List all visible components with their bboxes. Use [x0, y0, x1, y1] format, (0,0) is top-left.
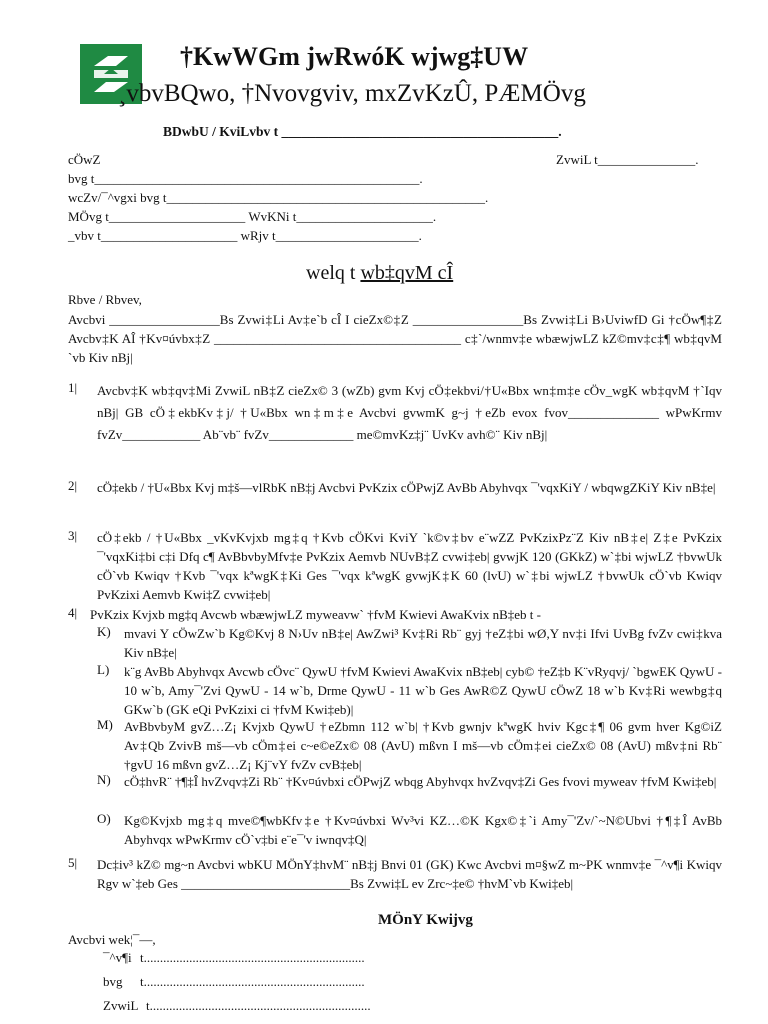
thana-district-field: _vbv t_____________________ wRjv t______________________. — [68, 228, 422, 243]
subject-title: wb‡qvM cÎ — [360, 262, 454, 284]
subclause-label: N) — [97, 772, 111, 787]
date-line: t.................................................................... — [146, 998, 371, 1013]
salutation: Rbve / Rbvev, — [68, 292, 142, 307]
clause-number: 5| — [68, 855, 78, 870]
guardian-name-field: wcZv/¯^vgxi bvg t_________________________________________________. — [68, 190, 489, 205]
village-post-field: MÖvg t_____________________ WvKNi t_____________________. — [68, 209, 437, 224]
subclause-text: cÖ‡hvR¨ †¶‡Î hvZvqv‡Zi Rb¨ †Kv¤úvbxi cÖPwjZ wbqg Abyhvqx hvZvqv‡Zi Ges fvovi myweav †fvM Kwi‡eb| — [124, 774, 717, 789]
clause-text: cÖ‡ekb / †U«Bbx _vKvKvjxb mg‡q †Kvb cÖKvi KviY `k©v‡bv e¨wZZ PvKzixPz¨Z Kiv nB‡e| Z‡e PvKzix ¯'vqxKi‡bi c‡i Dfq c¶ AvBbvbyMfv‡e PvKzix Aemvb NUvB‡Z cvwi‡eb| gvwjK 120 (GKkZ) w`‡bi wjwLZ †bvwUk cÖ`vb Kwiqv †Kvb ¯'vqx kªwgK‡Ki Ges ¯'vqx kªwgK gvwjK‡K 60 (lvU) w`‡bi wjwLZ †bvwUk cÖ`vb Kwiqv PvKzixi Aemvb Kwi‡Z cvwi‡eb| — [97, 530, 722, 602]
acceptance-heading: MÖnY Kwijvg — [378, 912, 473, 928]
intro-paragraph: Avcbvi _________________Bs Zvwi‡Li Av‡e`b cÎ I cieZx©‡Z _________________Bs Zvwi‡Li B›UviwfD Gi †cÖw¶‡Z Avcbv‡K AÎ †Kv¤úvbx‡Z ______________________________________ c‡`/wnmv‡e wbæwjwLZ kZ©mv‡c‡¶ wb‡qvM `vb Kiv nBj| — [68, 312, 722, 365]
clause-text: cÖ‡ekb / †U«Bbx Kvj m‡š—vlRbK nB‡j Avcbvi PvKzix cÖPwjZ AvBb Abyhvqx ¯'vqxKiY / wbqwgZKiY Kiv nB‡e| — [97, 480, 716, 495]
clause-text: PvKzix Kvjxb mg‡q Avcwb wbæwjwLZ myweavw` †fvM Kwievi AwaKvix nB‡eb t - — [90, 607, 541, 622]
subclause-label: M) — [97, 717, 113, 732]
subclause-label: K) — [97, 624, 111, 639]
name-field: bvg t__________________________________________________. — [68, 171, 423, 186]
subclause-label: O) — [97, 811, 111, 826]
subject-prefix: welq t — [306, 262, 361, 284]
subclause-text: k¨g AvBb Abyhvqx Avcwb cÖvc¨ QywU †fvM Kwievi AwaKvix nB‡eb| cyb© †eZ‡b K¨vRyqvj/ `bgwEK QywU - 10 w`b, Amy¯'Zvi QywU - 14 w`b, Drme QywU - 11 w`b Ges AwR©Z QywU cÖwZ 18 w`b Kv‡Ri wewbg‡q GKw`b (GK eQi PvKzixi ci †fvM Kwi‡eb)| — [124, 664, 722, 717]
subclause-text: mvavi Y cÖwZw`b Kg©Kvj 8 N›Uv nB‡e| AwZwi³ Kv‡Ri Rb¨ gyj †eZ‡bi wØ,Y nv‡i Ifvi UvBg fvZv cwi‡kva Kiv nB‡e| — [124, 626, 722, 660]
signature-label: ¯^v¶i — [103, 950, 132, 965]
subclause-label: L) — [97, 662, 110, 677]
date-field: ZvwiL t_______________. — [556, 152, 699, 167]
subclause-text: Kg©Kvjxb mg‡q mve©¶wbKfv‡e †Kv¤úvbxi Wv³vi KZ…©K Kgx©‡`i Amy¯'Zv/`~N©Ubvi †¶‡Î AvBb Abyhvqx wPwKrmv cÖ`v‡bi e¨e¯'v iwnqv‡Q| — [124, 813, 722, 847]
to-label: cÖwZ — [68, 152, 101, 167]
clause-number: 2| — [68, 478, 78, 493]
acceptance-line: Avcbvi wek¦¯—, — [68, 932, 156, 947]
signature-line: t.................................................................... — [140, 950, 365, 965]
date-label: ZvwiL — [103, 998, 139, 1013]
unit-factory-line: BDwbU / KviLvbv t _________________________________________. — [163, 124, 562, 139]
subclause-text: AvBbvbyM gvZ…Z¡ Kvjxb QywU †eZbmn 112 w`b| †Kvb gwnjv kªwgK hviv Kgc‡¶ 06 gvm hver Kg©iZ Av‡Qb ZvivB mš—vb cÖm‡ei c~e©eZx© 08 (AvU) mßvn I mš—vb cÖm‡ei cieZx© 08 (AvU) mßv‡ni Rb¨ †gvU 16 mßvn gvZ…Z¡ Kj¨vY fvZv cvB‡eb| — [124, 719, 722, 772]
clause-number: 4| — [68, 605, 78, 620]
name-label: bvg — [103, 974, 123, 989]
subject-line — [306, 262, 453, 285]
company-title: †KwWGm jwRwóK wjwg‡UW — [180, 42, 529, 71]
name-line: t.................................................................... — [140, 974, 365, 989]
clause-number: 1| — [68, 380, 78, 395]
clause-text: Dc‡iv³ kZ© mg~n Avcbvi wbKU MÖnY‡hvM¨ nB‡j Bnvi 01 (GK) Kwc Avcbvi m¤§wZ m~PK wnmv‡e ¯^v¶i Kwiqv Rgv w`‡eb Ges __________________________Bs Zvwi‡L ev Zrc~‡e© †hvM`vb Kwi‡eb| — [97, 857, 722, 891]
clause-number: 3| — [68, 528, 78, 543]
company-address: ¸vbvBQwo, †Nvovgviv, mxZvKzÛ, PÆMÖvg — [118, 80, 586, 107]
clause-text: Avcbv‡K wb‡qv‡Mi ZvwiL nB‡Z cieZx© 3 (wZb) gvm Kvj cÖ‡ekbvi/†U«Bbx wn‡m‡e cÖv_wgK wb‡qvM †`Iqv nBj| GB cÖ‡ekbKv‡j/ †U«Bbx wn‡m‡e Avcbvi gvwmK g~j †eZb evox fvov______________ wPwKrmv fvZv____________ Ab¨vb¨ fvZv_____________ me©mvKz‡j¨ UvKv avh©¨ Kiv nBj| — [97, 383, 722, 442]
